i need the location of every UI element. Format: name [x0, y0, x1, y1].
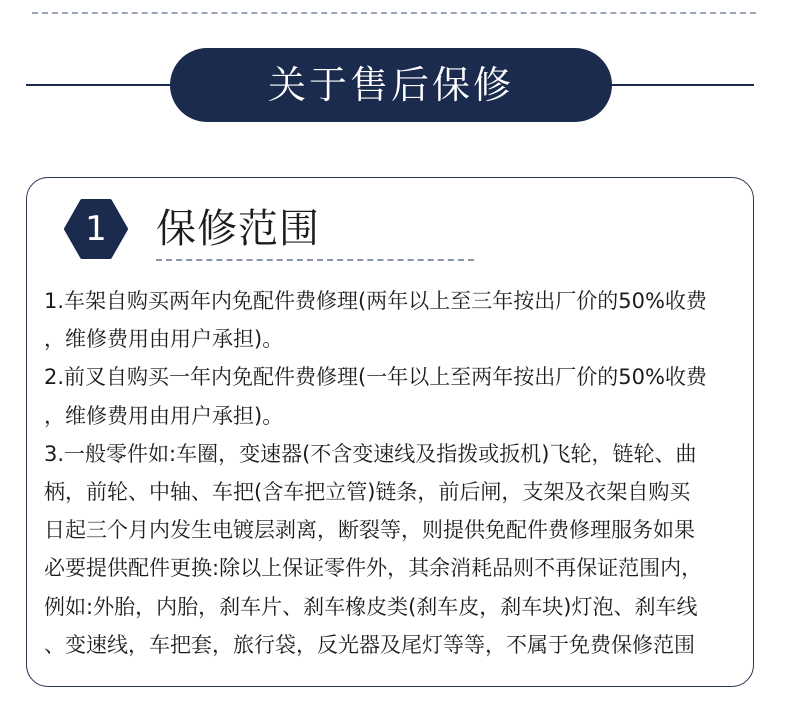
text-line: 柄，前轮、中轴、车把(含车把立管)链条，前后闸，支架及衣架自购买	[44, 479, 691, 504]
text-line: ，维修费用由用户承担)。	[44, 327, 284, 352]
text-line: ，维修费用由用户承担)。	[44, 403, 284, 428]
text-line: 必要提供配件更换:除以上保证零件外，其余消耗品则不再保证范围内，	[44, 556, 703, 581]
title-rule-right	[604, 84, 754, 86]
page-title: 关于售后保修	[170, 48, 612, 122]
top-dashed-divider	[32, 12, 756, 14]
title-rule-left	[26, 84, 178, 86]
text-line: 例如:外胎，内胎，刹车片、刹车橡皮类(刹车皮，刹车块)灯泡、刹车线	[44, 594, 698, 619]
section-title-underline	[156, 259, 474, 261]
text-line: 1.车架自购买两年内免配件费修理(两年以上至三年按出厂价的50%收费	[44, 289, 707, 313]
text-line: 日起三个月内发生电镀层剥离，断裂等，则提供免配件费修理服务如果	[44, 518, 695, 543]
section-number: 1	[85, 209, 107, 249]
section-title: 保修范围	[156, 206, 320, 252]
text-line: 2.前叉自购买一年内免配件费修理(一年以上至两年按出厂价的50%收费	[44, 365, 707, 390]
text-line: 、变速线，车把套，旅行袋，反光器及尾灯等等，不属于免费保修范围	[44, 632, 695, 657]
text-line: 3.一般零件如:车圈，变速器(不含变速线及指拨或扳机)飞轮，链轮、曲	[44, 441, 697, 466]
warranty-text	[44, 282, 748, 664]
